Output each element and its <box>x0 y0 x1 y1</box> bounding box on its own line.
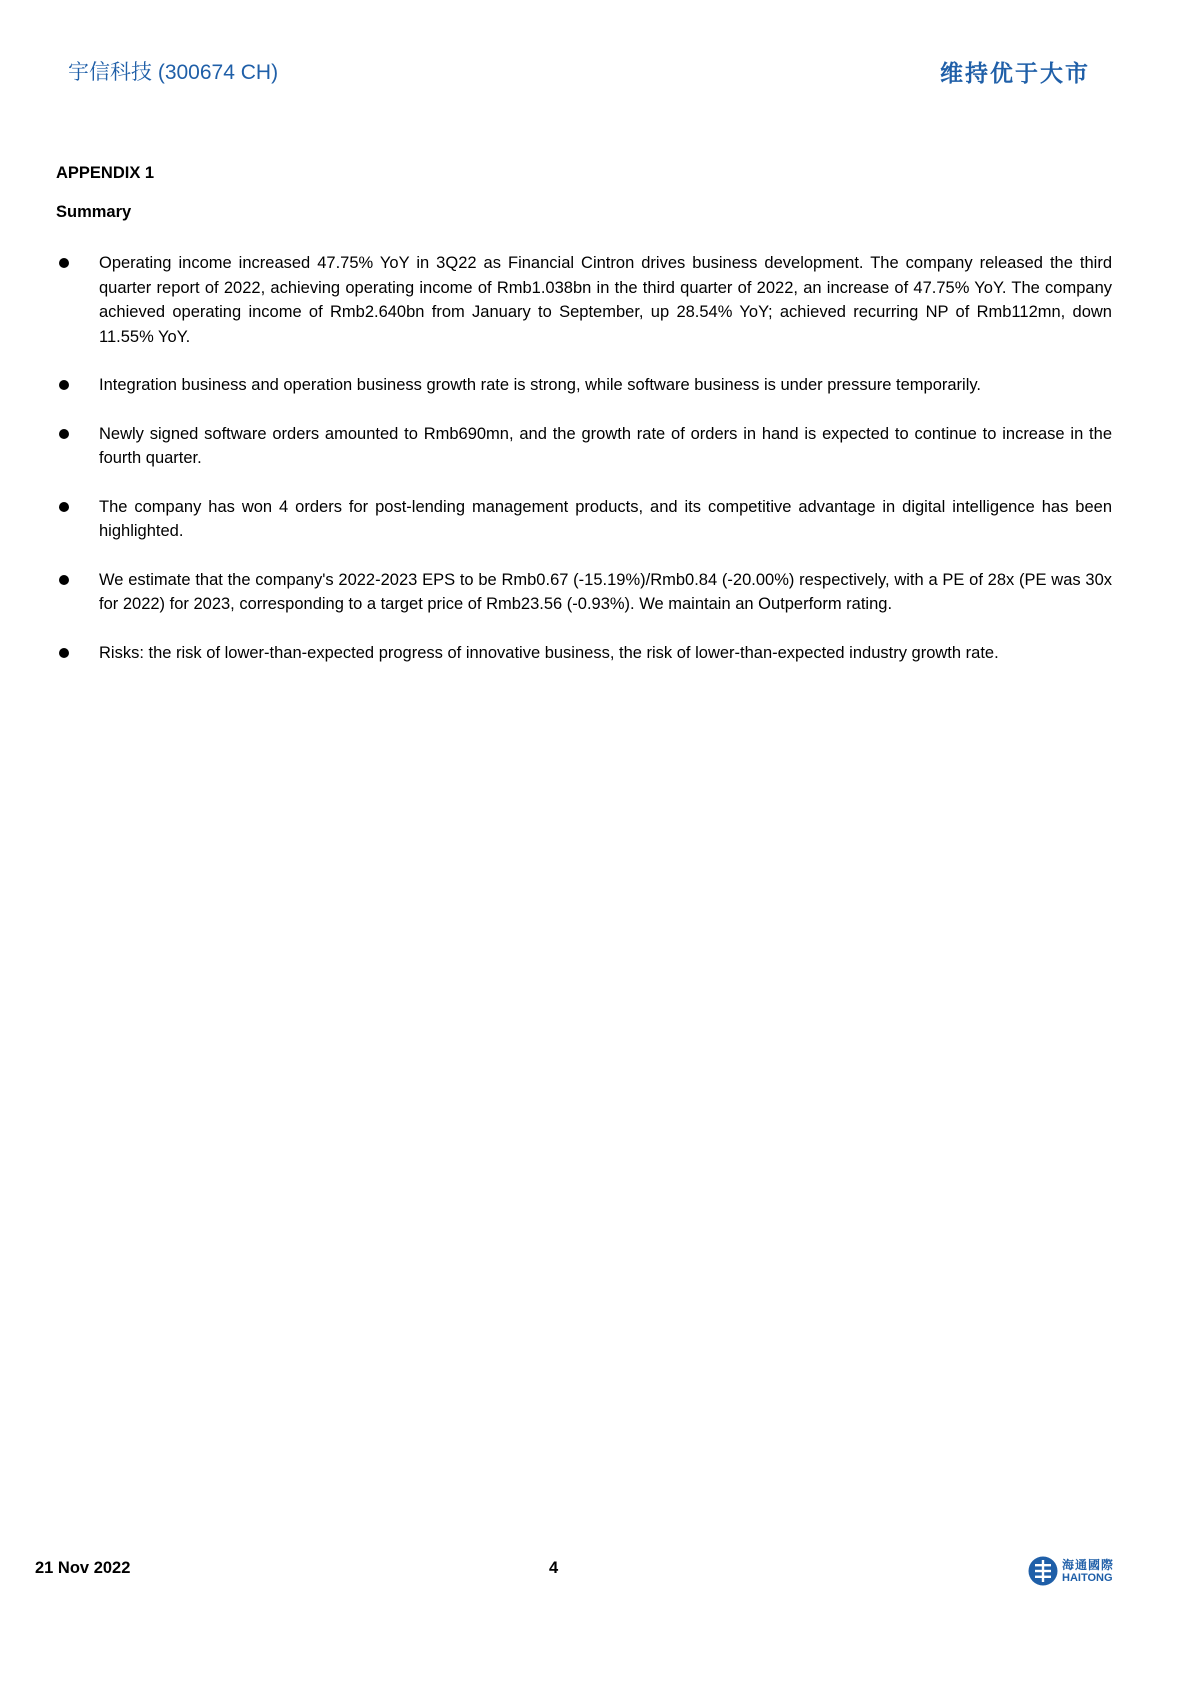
bullet-dot-icon <box>59 380 69 390</box>
header-company: 宇信科技 (300674 CH) <box>68 61 279 84</box>
bullet-text: Integration business and operation business growth rate is strong, while software business is under pressure temporarily. <box>99 376 981 394</box>
summary-bullet <box>56 251 1112 349</box>
summary-bullet <box>56 495 1112 544</box>
bullet-dot-icon <box>59 429 69 439</box>
footer-date: 21 Nov 2022 <box>35 1559 131 1577</box>
logo-cn-text: 海通國際 <box>1062 1557 1115 1572</box>
page-number: 4 <box>549 1559 559 1577</box>
bullet-text: We estimate that the company's 2022-2023 EPS to be Rmb0.67 (-15.19%)/Rmb0.84 (-20.00%) respectively, with a PE of 28x (PE was 30x for 2022) for 2023, corresponding to a target price of Rmb23.56 (-0.93%). We maintain an Outperform rating. <box>99 570 1112 613</box>
haitong-logo-icon <box>1027 1555 1059 1587</box>
bullet-text: Risks: the risk of lower-than-expected progress of innovative business, the risk of lower-than-expected industry growth rate. <box>99 643 999 662</box>
bullet-dot-icon <box>59 502 69 512</box>
summary-bullet <box>56 641 1112 666</box>
bullet-text: The company has won 4 orders for post-lending management products, and its competitive advantage in digital intelligence has been highlighted. <box>99 497 1112 540</box>
haitong-logo <box>1027 1555 1114 1587</box>
bullet-dot-icon <box>59 648 69 658</box>
summary-bullet-list <box>56 251 1112 689</box>
summary-bullet <box>56 373 1112 398</box>
summary-bullet <box>56 568 1112 617</box>
section-subtitle: Summary <box>56 203 132 221</box>
bullet-dot-icon <box>59 258 69 268</box>
header-rating-headline: 维持优于大市 <box>940 60 1090 86</box>
summary-bullet <box>56 422 1112 471</box>
bullet-text: Newly signed software orders amounted to Rmb690mn, and the growth rate of orders in hand is expected to continue to increase in the fourth quarter. <box>99 424 1112 467</box>
logo-en-text: HAITONG <box>1062 1571 1113 1584</box>
bullet-dot-icon <box>59 575 69 585</box>
bullet-text: Operating income increased 47.75% YoY in 3Q22 as Financial Cintron drives business development. The company released the third quarter report of 2022, achieving operating income of Rmb1.038bn in the third quarter of 2022, an increase of 47.75% YoY. The company achieved operating income of Rmb2.640bn from January to September, up 28.54% YoY; achieved recurring NP of Rmb112mn, down 11.55% YoY. <box>99 254 1112 346</box>
section-title: APPENDIX 1 <box>56 164 155 182</box>
